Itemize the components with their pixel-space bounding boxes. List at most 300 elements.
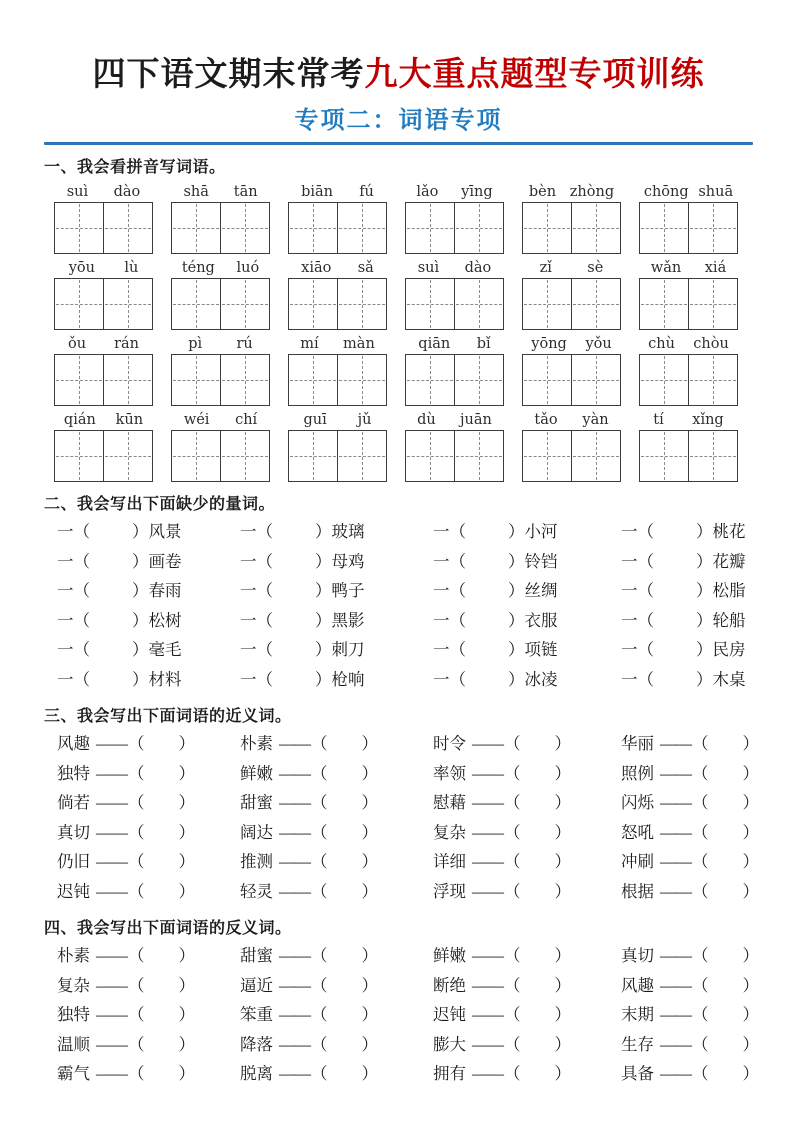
close-paren: ） [508, 640, 525, 660]
pinyin-syllable: pì [188, 336, 203, 353]
open-paren: （ [128, 881, 145, 901]
pinyin-label [54, 257, 153, 278]
pinyin-label [171, 181, 270, 202]
open-paren: （ [504, 1034, 521, 1054]
dash-connector: —— [660, 822, 691, 842]
dash-connector: —— [279, 946, 310, 966]
writing-grid-box [288, 354, 387, 406]
dash-connector: —— [279, 1034, 310, 1054]
pinyin-syllable: wǎn [650, 260, 682, 277]
pinyin-label [288, 333, 387, 354]
measure-word: 风景 [148, 522, 182, 542]
measure-word-item [240, 606, 433, 636]
pinyin-row [54, 181, 738, 254]
pinyin-syllable: màn [343, 336, 375, 353]
pinyin-word-group [405, 181, 504, 254]
pinyin-syllable: qiān [418, 336, 451, 353]
close-paren: ） [361, 975, 378, 995]
dash-connector: —— [660, 1064, 691, 1084]
writing-grid-cell [571, 279, 620, 329]
writing-grid-cell [523, 355, 571, 405]
open-paren: （ [692, 734, 709, 754]
synonym-word-item [240, 729, 433, 759]
source-word: 膨大 [433, 1034, 466, 1054]
writing-grid-cell [406, 355, 454, 405]
dash-connector: —— [472, 852, 503, 872]
measure-prefix: 一（ [433, 610, 466, 630]
writing-grid-cell [640, 203, 688, 253]
pinyin-label [288, 257, 387, 278]
open-paren: （ [692, 975, 709, 995]
measure-word-item [433, 635, 621, 665]
source-word: 风趣 [57, 734, 90, 754]
measure-word: 毫毛 [148, 640, 182, 660]
source-word: 率领 [433, 763, 466, 783]
writing-grid-box [54, 202, 153, 254]
synonym-word-item [433, 788, 621, 818]
source-word: 详细 [433, 852, 466, 872]
close-paren: ） [554, 822, 571, 842]
source-word: 具备 [621, 1064, 654, 1084]
open-paren: （ [311, 1005, 328, 1025]
measure-prefix: 一（ [240, 522, 273, 542]
open-paren: （ [128, 1005, 145, 1025]
dash-connector: —— [96, 1064, 127, 1084]
open-paren: （ [311, 975, 328, 995]
dash-connector: —— [96, 852, 127, 872]
close-paren: ） [696, 551, 713, 571]
source-word: 霸气 [57, 1064, 90, 1084]
synonyms-grid [44, 729, 759, 906]
dash-connector: —— [279, 852, 310, 872]
writing-grid-box [639, 354, 738, 406]
close-paren: ） [178, 1034, 195, 1054]
open-paren: （ [128, 975, 145, 995]
close-paren: ） [178, 946, 195, 966]
antonym-word-item [240, 1030, 433, 1060]
pinyin-label [522, 257, 621, 278]
pinyin-word-group [171, 257, 270, 330]
close-paren: ） [361, 734, 378, 754]
source-word: 仍旧 [57, 852, 90, 872]
pinyin-syllable: juān [460, 412, 492, 429]
dash-connector: —— [472, 793, 503, 813]
open-paren: （ [128, 822, 145, 842]
close-paren: ） [554, 975, 571, 995]
measure-word-item [57, 517, 240, 547]
pinyin-row [54, 257, 738, 330]
writing-grid-cell [55, 431, 103, 481]
writing-grid-cell [571, 431, 620, 481]
antonym-word-item [621, 1000, 759, 1030]
measure-word: 丝绸 [524, 581, 558, 601]
writing-grid-cell [289, 355, 337, 405]
writing-grid-cell [523, 279, 571, 329]
close-paren: ） [554, 1034, 571, 1054]
section-1-heading: 一、我会看拼音写词语。 [44, 159, 226, 177]
writing-grid-cell [220, 431, 269, 481]
measure-word: 黑影 [331, 610, 365, 630]
writing-grid-cell [337, 279, 386, 329]
pinyin-word-group [288, 409, 387, 482]
close-paren: ） [696, 610, 713, 630]
source-word: 笨重 [240, 1005, 273, 1025]
measure-word: 桃花 [712, 522, 746, 542]
open-paren: （ [311, 763, 328, 783]
writing-grid-cell [640, 431, 688, 481]
source-word: 降落 [240, 1034, 273, 1054]
title-black-part: 四下语文期末常考 [92, 57, 365, 93]
measure-word-item [433, 576, 621, 606]
pinyin-syllable: xǐng [692, 412, 724, 429]
open-paren: （ [504, 734, 521, 754]
measure-word: 小河 [524, 522, 558, 542]
synonym-word-item [57, 847, 240, 877]
close-paren: ） [132, 551, 149, 571]
open-paren: （ [692, 763, 709, 783]
measure-word: 枪响 [331, 669, 365, 689]
close-paren: ） [315, 522, 332, 542]
close-paren: ） [178, 822, 195, 842]
dash-connector: —— [472, 881, 503, 901]
writing-grid-box [288, 202, 387, 254]
writing-grid-cell [523, 431, 571, 481]
writing-grid-cell [454, 279, 503, 329]
measure-prefix: 一（ [240, 551, 273, 571]
close-paren: ） [315, 669, 332, 689]
close-paren: ） [315, 610, 332, 630]
source-word: 逼近 [240, 975, 273, 995]
pinyin-syllable: yīng [461, 184, 493, 201]
source-word: 真切 [57, 822, 90, 842]
pinyin-word-group [288, 181, 387, 254]
source-word: 冲刷 [621, 852, 654, 872]
source-word: 朴素 [240, 734, 273, 754]
pinyin-word-group [405, 257, 504, 330]
pinyin-syllable: chōng [643, 184, 689, 201]
pinyin-label [639, 409, 738, 430]
pinyin-syllable: fú [359, 184, 374, 201]
synonym-word-item [240, 818, 433, 848]
measure-prefix: 一（ [57, 522, 90, 542]
pinyin-label [171, 409, 270, 430]
measure-word: 母鸡 [331, 551, 365, 571]
close-paren: ） [315, 581, 332, 601]
measure-word: 玻璃 [331, 522, 365, 542]
writing-grid-cell [688, 279, 737, 329]
close-paren: ） [361, 946, 378, 966]
measure-word-item [621, 517, 753, 547]
dash-connector: —— [96, 1005, 127, 1025]
close-paren: ） [742, 881, 759, 901]
measure-word-item [57, 606, 240, 636]
source-word: 拥有 [433, 1064, 466, 1084]
antonym-word-item [240, 1059, 433, 1089]
source-word: 慰藉 [433, 793, 466, 813]
open-paren: （ [504, 946, 521, 966]
open-paren: （ [692, 1064, 709, 1084]
measure-prefix: 一（ [433, 581, 466, 601]
open-paren: （ [311, 852, 328, 872]
synonym-word-item [433, 729, 621, 759]
antonyms-grid [44, 941, 759, 1089]
measure-prefix: 一（ [57, 610, 90, 630]
close-paren: ） [696, 581, 713, 601]
antonym-word-item [240, 971, 433, 1001]
pinyin-syllable: lǎo [416, 184, 439, 201]
dash-connector: —— [472, 734, 503, 754]
pinyin-word-group [522, 333, 621, 406]
writing-grid-cell [688, 355, 737, 405]
writing-grid-cell [337, 355, 386, 405]
pinyin-syllable: sǎ [357, 260, 374, 277]
source-word: 生存 [621, 1034, 654, 1054]
dash-connector: —— [660, 975, 691, 995]
writing-grid-box [54, 278, 153, 330]
source-word: 阔达 [240, 822, 273, 842]
open-paren: （ [128, 946, 145, 966]
open-paren: （ [128, 1064, 145, 1084]
close-paren: ） [132, 581, 149, 601]
pinyin-syllable: shā [183, 184, 209, 201]
synonym-word-item [240, 847, 433, 877]
close-paren: ） [361, 822, 378, 842]
pinyin-syllable: zǐ [539, 260, 552, 277]
pinyin-syllable: sè [587, 260, 604, 277]
close-paren: ） [696, 522, 713, 542]
dash-connector: —— [660, 793, 691, 813]
antonym-word-item [621, 1059, 759, 1089]
source-word: 时令 [433, 734, 466, 754]
measure-word-item [621, 606, 753, 636]
pinyin-syllable: mí [300, 336, 319, 353]
measure-word-item [433, 517, 621, 547]
pinyin-syllable: dào [464, 260, 492, 277]
dash-connector: —— [472, 763, 503, 783]
antonym-word-item [240, 941, 433, 971]
close-paren: ） [361, 1034, 378, 1054]
pinyin-label [522, 333, 621, 354]
pinyin-syllable: guī [303, 412, 327, 429]
measure-word-item [240, 665, 433, 695]
close-paren: ） [508, 522, 525, 542]
close-paren: ） [178, 1064, 195, 1084]
dash-connector: —— [279, 822, 310, 842]
writing-grid-cell [103, 279, 152, 329]
measure-prefix: 一（ [57, 669, 90, 689]
close-paren: ） [178, 793, 195, 813]
dash-connector: —— [660, 763, 691, 783]
open-paren: （ [504, 852, 521, 872]
dash-connector: —— [660, 946, 691, 966]
close-paren: ） [361, 852, 378, 872]
open-paren: （ [311, 946, 328, 966]
close-paren: ） [742, 734, 759, 754]
synonym-word-item [621, 759, 759, 789]
pinyin-word-group [171, 333, 270, 406]
pinyin-word-group [171, 181, 270, 254]
pinyin-word-group [639, 257, 738, 330]
writing-grid-box [522, 354, 621, 406]
writing-grid-cell [55, 355, 103, 405]
open-paren: （ [692, 793, 709, 813]
pinyin-syllable: rán [114, 336, 139, 353]
close-paren: ） [742, 1064, 759, 1084]
source-word: 真切 [621, 946, 654, 966]
source-word: 轻灵 [240, 881, 273, 901]
synonym-word-item [57, 877, 240, 907]
measure-prefix: 一（ [433, 522, 466, 542]
close-paren: ） [178, 1005, 195, 1025]
antonym-word-item [433, 1059, 621, 1089]
synonym-word-item [433, 759, 621, 789]
writing-grid-box [171, 202, 270, 254]
pinyin-syllable: chí [235, 412, 258, 429]
close-paren: ） [554, 793, 571, 813]
open-paren: （ [504, 975, 521, 995]
measure-word-item [433, 547, 621, 577]
measure-word-item [240, 635, 433, 665]
dash-connector: —— [472, 1064, 503, 1084]
open-paren: （ [311, 822, 328, 842]
pinyin-syllable: suì [417, 260, 440, 277]
synonym-word-item [57, 729, 240, 759]
measure-word-item [240, 547, 433, 577]
writing-grid-box [522, 278, 621, 330]
measure-prefix: 一（ [240, 581, 273, 601]
source-word: 鲜嫩 [240, 763, 273, 783]
page-subtitle: 专项二：词语专项 [294, 108, 503, 135]
synonym-word-item [57, 818, 240, 848]
dash-connector: —— [279, 734, 310, 754]
page-title [44, 54, 753, 96]
dash-connector: —— [279, 975, 310, 995]
source-word: 怒吼 [621, 822, 654, 842]
dash-connector: —— [660, 1005, 691, 1025]
measure-word: 鸭子 [331, 581, 365, 601]
open-paren: （ [504, 763, 521, 783]
open-paren: （ [692, 946, 709, 966]
antonym-word-item [433, 1000, 621, 1030]
pinyin-word-group [639, 409, 738, 482]
close-paren: ） [132, 640, 149, 660]
open-paren: （ [128, 763, 145, 783]
pinyin-word-group [288, 333, 387, 406]
open-paren: （ [311, 1034, 328, 1054]
dash-connector: —— [96, 734, 127, 754]
measure-word: 松脂 [712, 581, 746, 601]
pinyin-label [288, 409, 387, 430]
pinyin-syllable: tǎo [534, 412, 558, 429]
writing-grid-cell [172, 203, 220, 253]
close-paren: ） [742, 1034, 759, 1054]
source-word: 末期 [621, 1005, 654, 1025]
pinyin-syllable: jǔ [357, 412, 372, 429]
pinyin-label [171, 257, 270, 278]
measure-prefix: 一（ [621, 522, 654, 542]
close-paren: ） [361, 1064, 378, 1084]
writing-grid-cell [103, 431, 152, 481]
source-word: 独特 [57, 1005, 90, 1025]
section-3-heading: 三、我会写出下面词语的近义词。 [44, 708, 292, 726]
writing-grid-cell [688, 203, 737, 253]
open-paren: （ [311, 734, 328, 754]
measure-word: 刺刀 [331, 640, 365, 660]
writing-grid-cell [571, 355, 620, 405]
writing-grid-cell [640, 279, 688, 329]
close-paren: ） [696, 640, 713, 660]
writing-grid-cell [172, 431, 220, 481]
writing-grid-cell [289, 203, 337, 253]
writing-grid-box [522, 202, 621, 254]
measure-word: 木桌 [712, 669, 746, 689]
measure-word-item [57, 547, 240, 577]
measure-word-item [433, 665, 621, 695]
antonym-word-item [57, 941, 240, 971]
synonym-word-item [433, 847, 621, 877]
writing-grid-cell [406, 431, 454, 481]
pinyin-label [639, 257, 738, 278]
source-word: 根据 [621, 881, 654, 901]
pinyin-syllable: chù [648, 336, 675, 353]
pinyin-syllable: tān [233, 184, 258, 201]
close-paren: ） [742, 822, 759, 842]
pinyin-label [288, 181, 387, 202]
pinyin-syllable: yōng [531, 336, 567, 353]
source-word: 闪烁 [621, 793, 654, 813]
pinyin-word-group [639, 181, 738, 254]
pinyin-word-group [522, 181, 621, 254]
open-paren: （ [311, 1064, 328, 1084]
source-word: 照例 [621, 763, 654, 783]
pinyin-label [54, 409, 153, 430]
pinyin-label [522, 181, 621, 202]
source-word: 朴素 [57, 946, 90, 966]
dash-connector: —— [660, 881, 691, 901]
writing-grid-box [405, 202, 504, 254]
pinyin-syllable: wéi [183, 412, 210, 429]
close-paren: ） [554, 1005, 571, 1025]
pinyin-label [54, 181, 153, 202]
pinyin-label [405, 181, 504, 202]
open-paren: （ [504, 793, 521, 813]
antonym-word-item [433, 1030, 621, 1060]
pinyin-syllable: dù [417, 412, 436, 429]
pinyin-word-group [639, 333, 738, 406]
synonym-word-item [621, 788, 759, 818]
pinyin-syllable: yàn [582, 412, 609, 429]
measure-word-item [621, 576, 753, 606]
writing-grid-cell [454, 431, 503, 481]
pinyin-word-group [522, 409, 621, 482]
measure-word: 春雨 [148, 581, 182, 601]
title-red-part: 九大重点题型专项训练 [364, 57, 705, 93]
measure-word-item [240, 576, 433, 606]
open-paren: （ [692, 881, 709, 901]
pinyin-syllable: téng [181, 260, 215, 277]
synonym-word-item [57, 788, 240, 818]
source-word: 甜蜜 [240, 946, 273, 966]
close-paren: ） [742, 975, 759, 995]
measure-prefix: 一（ [57, 640, 90, 660]
open-paren: （ [692, 852, 709, 872]
close-paren: ） [361, 763, 378, 783]
writing-grid-box [639, 278, 738, 330]
close-paren: ） [178, 881, 195, 901]
writing-grid-cell [571, 203, 620, 253]
close-paren: ） [361, 881, 378, 901]
writing-grid-cell [220, 203, 269, 253]
